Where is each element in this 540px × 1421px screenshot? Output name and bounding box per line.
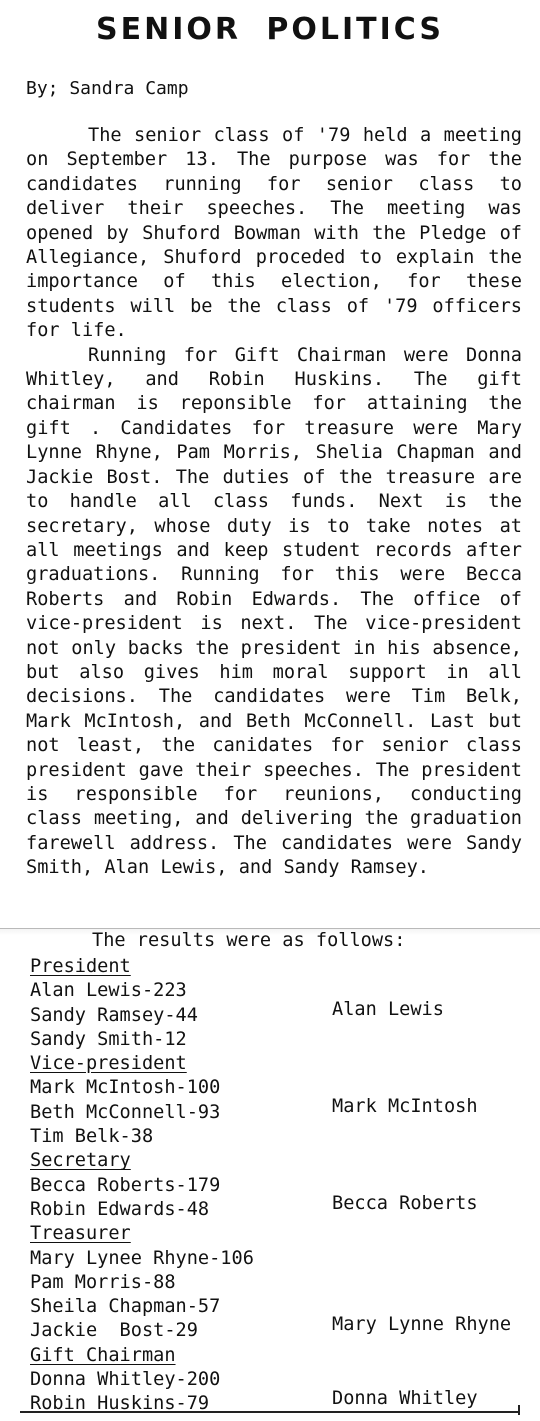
vote-line: Sandy Smith-12	[30, 1028, 187, 1050]
winner-name: Donna Whitley	[332, 1387, 478, 1409]
office-secretary	[30, 1149, 530, 1222]
vote-line: Sheila Chapman-57	[30, 1296, 221, 1318]
article-title: SENIOR POLITICS	[96, 12, 444, 47]
vote-line: Donna Whitley-200	[30, 1369, 221, 1391]
vote-line: Mary Lynee Rhyne-106	[30, 1247, 254, 1269]
bottom-border-rule	[20, 1411, 518, 1413]
winner-name: Mark McIntosh	[332, 1096, 478, 1118]
office-title: Secretary	[30, 1150, 131, 1172]
vote-line: Beth McConnell-93	[30, 1101, 221, 1123]
byline: By; Sandra Camp	[26, 78, 189, 99]
office-title: President	[30, 956, 131, 977]
winner-name: Becca Roberts	[332, 1193, 478, 1215]
vote-line: Robin Huskins-79	[30, 1393, 210, 1415]
office-president	[30, 955, 530, 1052]
vote-line: Robin Edwards-48	[30, 1198, 210, 1220]
office-title: Vice-president	[30, 1053, 187, 1075]
office-title: Gift Chairman	[30, 1344, 176, 1366]
vote-line: Mark McIntosh-100	[30, 1077, 221, 1099]
office-title: Treasurer	[30, 1223, 131, 1245]
vote-line: Tim Belk-38	[30, 1126, 154, 1148]
vote-line: Pam Morris-88	[30, 1271, 176, 1293]
vote-line: Becca Roberts-179	[30, 1174, 221, 1196]
article-paragraph: Running for Gift Chairman were Donna Whitley, and Robin Huskins. The gift chairman is reponsible for attaining the gift . Candidates for treasure were Mary Lynne Rhyne, Pam Morris, Shelia Chapman and Jackie Bost. The duties of the treasure are to handle all class funds. Next is the secretary, whose duty is to take notes at all meetings and keep student records after graduations. Running for this were Becca Roberts and Robin Edwards. The office of vice-president is next. The vice-president not only backs the president in his absence, but also gives him moral support in all decisions. The candidates were Tim Belk, Mark McIntosh, and Beth McConnell. Last but not least, the canidates for senior class president gave their speeches. The president is responsible for reunions, conducting class meeting, and delivering the graduation farewell address. The candidates were Sandy Smith, Alan Lewis, and Sandy Ramsey.	[26, 344, 522, 879]
vote-line: Alan Lewis-223	[30, 980, 187, 1002]
office-vice-president	[30, 1052, 530, 1149]
election-results	[30, 955, 530, 1417]
results-intro: The results were as follows:	[92, 930, 406, 951]
winner-name: Mary Lynne Rhyne	[332, 1314, 512, 1336]
office-gift-chairman	[30, 1344, 530, 1417]
office-treasurer	[30, 1222, 530, 1343]
winner-name: Alan Lewis	[332, 999, 444, 1020]
article-body	[26, 124, 522, 881]
vote-line: Jackie Bost-29	[30, 1320, 198, 1342]
vote-line: Sandy Ramsey-44	[30, 1004, 198, 1026]
article-paragraph: The senior class of '79 held a meeting on September 13. The purpose was for the candidates running for senior class to deliver their speeches. The meeting was opened by Shuford Bowman with the Pledge of Allegiance, Shuford proceded to explain the importance of this election, for these students will be the class of '79 officers for life.	[26, 125, 522, 342]
